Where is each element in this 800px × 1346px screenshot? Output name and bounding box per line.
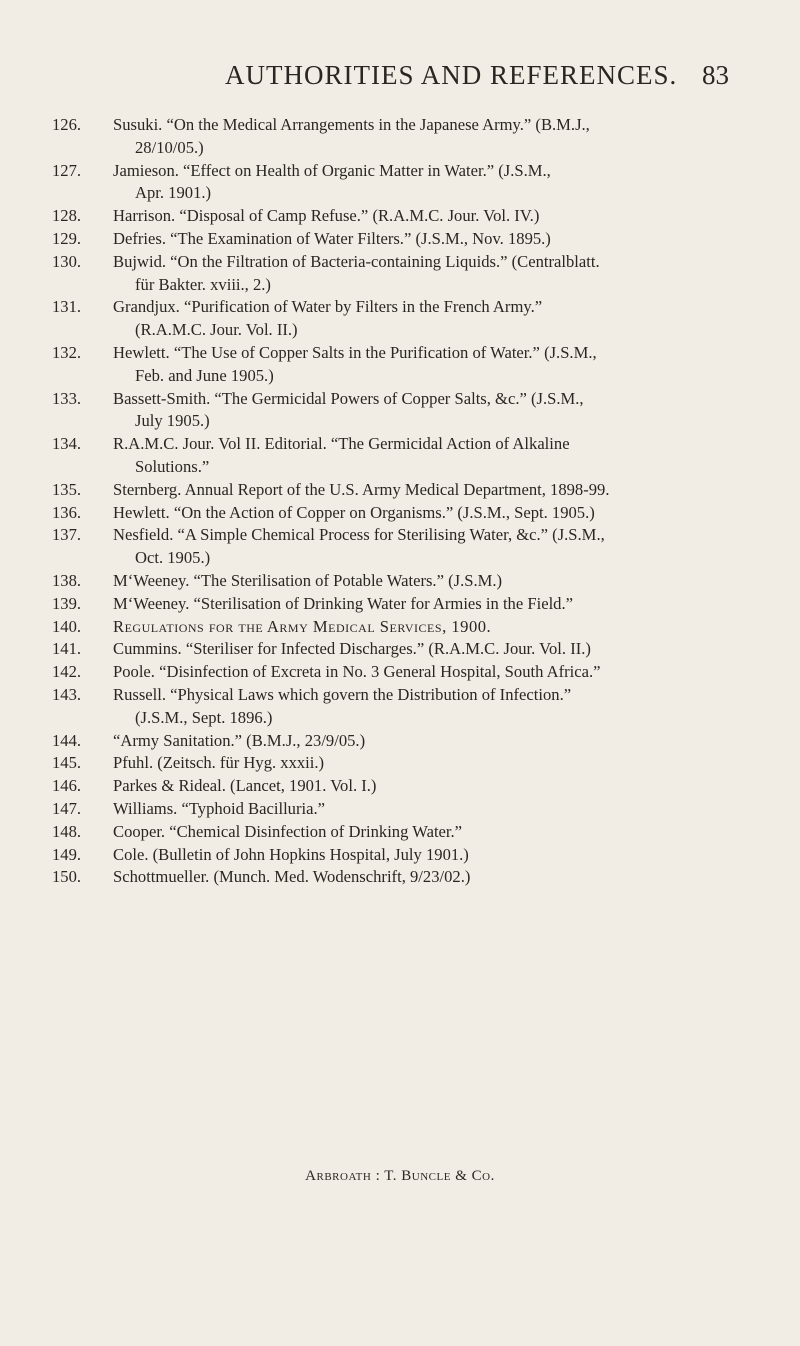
reference-continuation: July 1905.)	[135, 411, 210, 431]
reference-line: Harrison. “Disposal of Camp Refuse.” (R.A.M.C. Jour. Vol. IV.)	[113, 206, 540, 226]
reference-continuation: für Bakter. xviii., 2.)	[135, 274, 271, 294]
reference-line: M‘Weeney. “The Sterilisation of Potable Waters.” (J.S.M.)	[113, 570, 503, 590]
imprint-text: Arbroath : T. Buncle & Co.	[305, 1168, 495, 1184]
reference-number: 139.	[52, 593, 82, 613]
reference-text	[113, 684, 748, 730]
reference-line: Grandjux. “Purification of Water by Filters in the French Army.”	[113, 297, 543, 317]
reference-continuation: 28/10/05.)	[135, 137, 204, 157]
reference-line: Cummins. “Steriliser for Infected Discharges.” (R.A.M.C. Jour. Vol. II.)	[113, 639, 591, 659]
reference-text	[113, 866, 748, 889]
reference-text	[113, 661, 748, 684]
reference-line: Russell. “Physical Laws which govern the Distribution of Infection.”	[113, 684, 572, 704]
reference-text	[113, 205, 748, 228]
printer-imprint	[0, 1168, 800, 1185]
reference-text	[113, 570, 748, 593]
reference-text	[113, 228, 748, 251]
reference-number: 137.	[52, 525, 82, 545]
reference-entry	[0, 775, 800, 798]
reference-number: 126.	[52, 115, 82, 134]
reference-number: 146.	[52, 776, 82, 796]
reference-entry	[0, 844, 800, 867]
reference-entry	[0, 296, 800, 342]
reference-number: 144.	[52, 730, 82, 750]
reference-text	[113, 160, 748, 206]
reference-continuation: (J.S.M., Sept. 1896.)	[135, 707, 273, 727]
reference-entry	[0, 251, 800, 297]
reference-text	[113, 388, 748, 434]
reference-line: Poole. “Disinfection of Excreta in No. 3 General Hospital, South Africa.”	[113, 662, 601, 682]
reference-text	[113, 479, 748, 502]
reference-entry	[0, 228, 800, 251]
reference-line: Bassett-Smith. “The Germicidal Powers of Copper Salts, &c.” (J.S.M.,	[113, 388, 584, 408]
reference-continuation: Apr. 1901.)	[135, 183, 212, 203]
reference-number: 127.	[52, 160, 82, 180]
reference-line: Parkes & Rideal. (Lancet, 1901. Vol. I.)	[113, 776, 377, 796]
reference-text	[113, 342, 748, 388]
reference-number: 148.	[52, 821, 82, 841]
reference-text	[113, 821, 748, 844]
reference-text	[113, 730, 748, 753]
reference-entry	[0, 661, 800, 684]
reference-line: Cole. (Bulletin of John Hopkins Hospital, July 1901.)	[113, 844, 469, 864]
reference-text	[113, 433, 748, 479]
reference-line: Schottmueller. (Munch. Med. Wodenschrift, 9/23/02.)	[113, 867, 471, 887]
reference-text	[113, 502, 748, 525]
reference-entry	[0, 730, 800, 753]
reference-list	[0, 114, 800, 889]
reference-number: 133.	[52, 388, 82, 408]
reference-entry	[0, 479, 800, 502]
reference-line: Bujwid. “On the Filtration of Bacteria-containing Liquids.” (Centralblatt.	[113, 251, 600, 271]
reference-line: Hewlett. “The Use of Copper Salts in the Purification of Water.” (J.S.M.,	[113, 342, 597, 362]
reference-number: 143.	[52, 684, 82, 704]
reference-entry	[0, 821, 800, 844]
reference-line: Nesfield. “A Simple Chemical Process for Sterilising Water, &c.” (J.S.M.,	[113, 525, 605, 545]
reference-line: M‘Weeney. “Sterilisation of Drinking Water for Armies in the Field.”	[113, 593, 573, 613]
reference-line: Defries. “The Examination of Water Filters.” (J.S.M., Nov. 1895.)	[113, 228, 551, 248]
reference-text	[113, 775, 748, 798]
reference-entry	[0, 752, 800, 775]
reference-entry	[0, 866, 800, 889]
reference-entry	[0, 160, 800, 206]
reference-text	[113, 638, 748, 661]
reference-line: Sternberg. Annual Report of the U.S. Army Medical Department, 1898-99.	[113, 479, 610, 499]
reference-continuation: (R.A.M.C. Jour. Vol. II.)	[135, 320, 298, 340]
reference-entry	[0, 798, 800, 821]
reference-text	[113, 844, 748, 867]
running-title: AUTHORITIES AND REFERENCES.	[225, 60, 678, 90]
reference-number: 145.	[52, 753, 82, 773]
reference-number: 130.	[52, 251, 82, 271]
reference-number: 135.	[52, 479, 82, 499]
reference-text	[113, 251, 748, 297]
reference-entry	[0, 638, 800, 661]
reference-number: 128.	[52, 206, 82, 226]
reference-line: Hewlett. “On the Action of Copper on Organisms.” (J.S.M., Sept. 1905.)	[113, 502, 595, 522]
reference-number: 131.	[52, 297, 82, 317]
reference-entry	[0, 433, 800, 479]
reference-entry	[0, 684, 800, 730]
reference-continuation: Solutions.”	[135, 456, 210, 476]
reference-line: Jamieson. “Effect on Health of Organic Matter in Water.” (J.S.M.,	[113, 160, 551, 180]
reference-number: 141.	[52, 639, 82, 659]
reference-entry	[0, 593, 800, 616]
reference-entry	[0, 570, 800, 593]
reference-number: 147.	[52, 798, 82, 818]
reference-entry	[0, 114, 800, 160]
reference-number: 132.	[52, 342, 82, 362]
reference-line: Williams. “Typhoid Bacilluria.”	[113, 798, 325, 818]
reference-number: 129.	[52, 228, 82, 248]
reference-text	[113, 752, 748, 775]
reference-entry	[0, 616, 800, 639]
reference-number: 142.	[52, 662, 82, 682]
reference-text	[113, 524, 748, 570]
reference-text	[113, 798, 748, 821]
reference-text	[113, 296, 748, 342]
reference-number: 136.	[52, 502, 82, 522]
reference-number: 134.	[52, 434, 82, 454]
reference-continuation: Feb. and June 1905.)	[135, 365, 274, 385]
reference-text	[113, 114, 748, 160]
reference-line: Cooper. “Chemical Disinfection of Drinking Water.”	[113, 821, 463, 841]
reference-continuation: Oct. 1905.)	[135, 548, 211, 568]
reference-number: 140.	[52, 616, 82, 636]
reference-line: R.A.M.C. Jour. Vol II. Editorial. “The Germicidal Action of Alkaline	[113, 434, 570, 454]
reference-line: Susuki. “On the Medical Arrangements in the Japanese Army.” (B.M.J.,	[113, 115, 590, 134]
reference-entry	[0, 205, 800, 228]
reference-entry	[0, 388, 800, 434]
reference-entry	[0, 342, 800, 388]
reference-number: 138.	[52, 570, 82, 590]
reference-line: Pfuhl. (Zeitsch. für Hyg. xxxii.)	[113, 753, 325, 773]
reference-entry	[0, 524, 800, 570]
reference-text	[113, 593, 748, 616]
reference-line: “Army Sanitation.” (B.M.J., 23/9/05.)	[113, 730, 366, 750]
reference-number: 150.	[52, 867, 82, 887]
reference-entry	[0, 502, 800, 525]
reference-line: Regulations for the Army Medical Services, 1900.	[113, 616, 492, 636]
reference-number: 149.	[52, 844, 82, 864]
page-number: 83	[702, 60, 729, 90]
reference-text	[113, 616, 748, 639]
page-header	[0, 60, 800, 100]
